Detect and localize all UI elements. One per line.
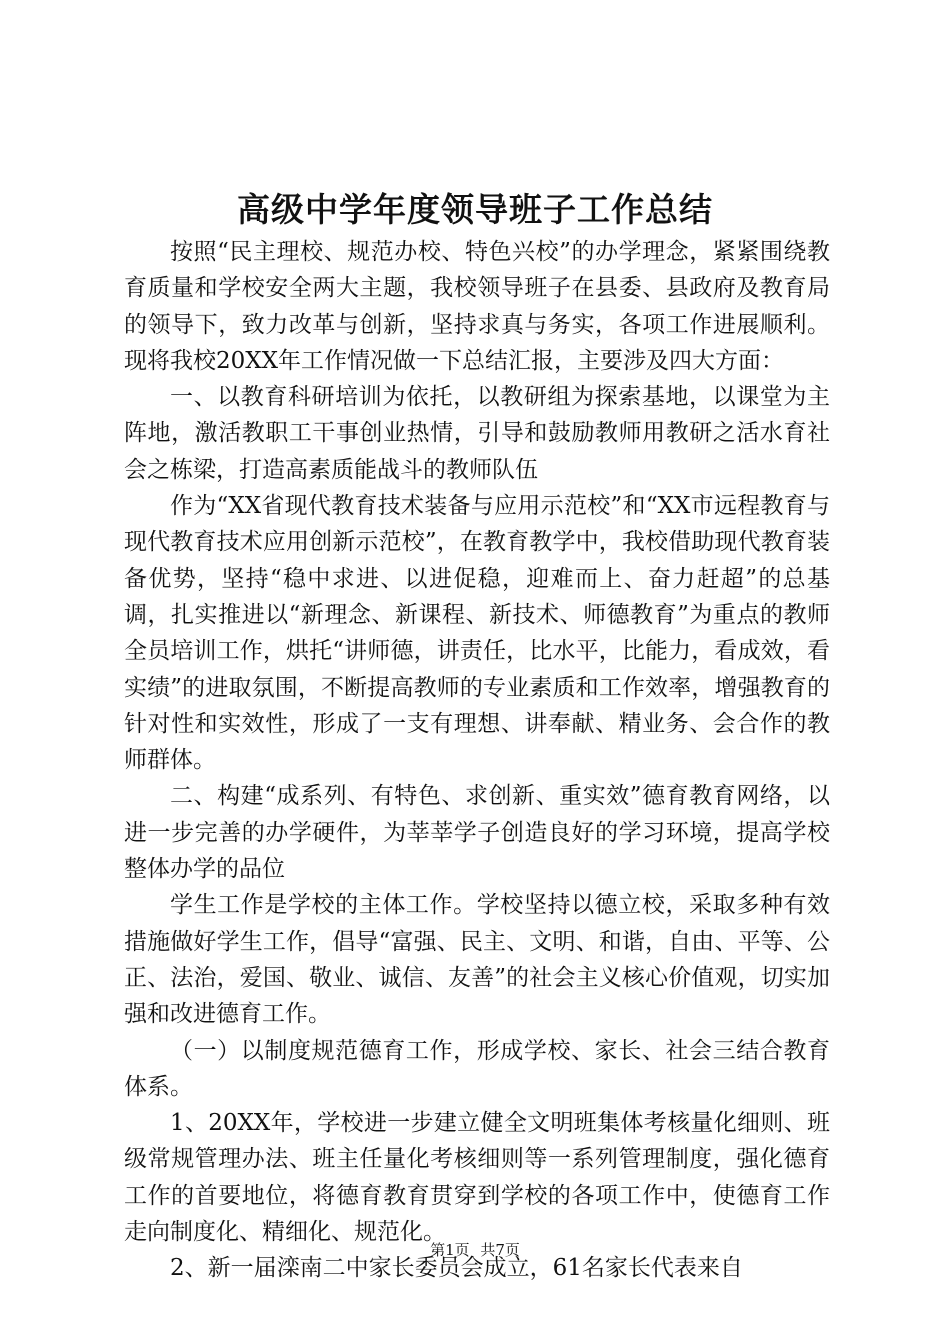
paragraph-section-two-heading: 二、构建“成系列、有特色、求创新、重实效”德育教育网络，以进一步完善的办学硬件，为莘莘学子创造良好的学习环境，提高学校整体办学的品位 <box>124 783 830 883</box>
document-title: 高级中学年度领导班子工作总结 <box>237 190 713 229</box>
page-number: 第1页 <box>430 1241 470 1259</box>
paragraph-section-two-body: 学生工作是学校的主体工作。学校坚持以德立校，采取多种有效措施做好学生工作，倡导“富强、民主、文明、和谐，自由、平等、公正、法治，爱国、敬业、诚信、友善”的社会主义核心价值观，切实加强和改进德育工作。 <box>124 892 830 1028</box>
paragraph-item-two: 2、新一届滦南二中家长委员会成立，61名家长代表来自 <box>170 1255 743 1282</box>
page-footer <box>0 1240 950 1260</box>
paragraph-item-one: 1、20XX年，学校进一步建立健全文明班集体考核量化细则、班级常规管理办法、班主任量化考核细则等一系列管理制度，强化德育工作的首要地位，将德育教育贯穿到学校的各项工作中，使德育工作走向制度化、精细化、规范化。 <box>124 1110 830 1246</box>
document-body <box>124 234 830 1287</box>
paragraph-subsection-one: （一）以制度规范德育工作，形成学校、家长、社会三结合教育体系。 <box>124 1037 830 1100</box>
page-total: 共7页 <box>480 1241 520 1259</box>
paragraph-intro: 按照“民主理校、规范办校、特色兴校”的办学理念，紧紧围绕教育质量和学校安全两大主题，我校领导班子在县委、县政府及教育局的领导下，致力改革与创新，坚持求真与务实，各项工作进展顺利。现将我校20XX年工作情况做一下总结汇报，主要涉及四大方面： <box>124 239 830 374</box>
paragraph-section-one-body: 作为“XX省现代教育技术装备与应用示范校”和“XX市远程教育与现代教育技术应用创新示范校”，在教育教学中，我校借助现代教育装备优势，坚持“稳中求进、以进促稳，迎难而上、奋力赶超”的总基调，扎实推进以“新理念、新课程、新技术、师德教育”为重点的教师全员培训工作，烘托“讲师德，讲责任，比水平，比能力，看成效，看实绩”的进取氛围，不断提高教师的专业素质和工作效率，增强教育的针对性和实效性，形成了一支有理想、讲奉献、精业务、会合作的教师群体。 <box>124 493 830 774</box>
paragraph-section-one-heading: 一、以教育科研培训为依托，以教研组为探索基地，以课堂为主阵地，激活教职工干事创业热情，引导和鼓励教师用教研之活水育社会之栋梁，打造高素质能战斗的教师队伍 <box>124 384 830 483</box>
